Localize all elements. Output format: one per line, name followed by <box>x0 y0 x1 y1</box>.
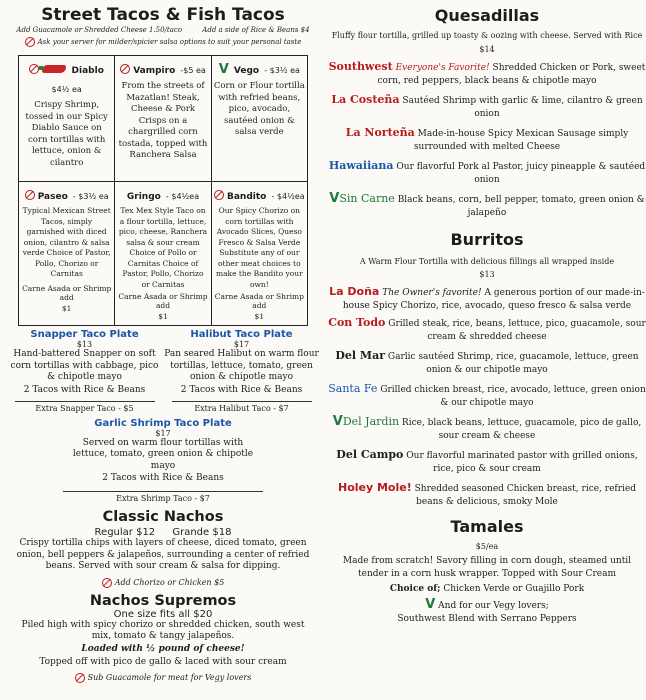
extra-taco: Extra Halibut Taco - $7 <box>194 403 289 413</box>
item-desc: Garlic sautéed Shrimp, rice, guacamole, lettuce, green onion & our chipotle mayo <box>387 352 639 375</box>
taco-cell-diablo <box>19 56 115 182</box>
taco-cell-vampiro <box>115 56 211 182</box>
vegetarian-icon: V <box>332 414 343 429</box>
section-price: $5/ea <box>475 542 499 551</box>
taco-price: -$5 ea <box>180 66 206 75</box>
choice-label: Choice of; <box>389 584 441 594</box>
item-desc: Made-in-house Spicy Mexican Sausage simply surrounded with melted Cheese <box>413 129 629 152</box>
section-title: Nachos Supremos <box>89 592 237 609</box>
item-name: Del Jardin <box>342 415 400 428</box>
menu-item <box>328 93 646 121</box>
halibut-plate <box>163 329 320 397</box>
plate-price: $17 <box>233 340 250 349</box>
menu-item <box>328 382 646 410</box>
menu-item <box>328 349 646 377</box>
taco-add-price: $1 <box>158 312 168 321</box>
taco-add-note: Carne Asada or Shrimp add <box>118 292 208 310</box>
section-price: $13 <box>479 270 495 279</box>
plate-title: Snapper Taco Plate <box>30 329 139 340</box>
street-tacos-title: Street Tacos & Fish Tacos <box>41 5 285 25</box>
item-name: La Costeña <box>331 93 400 106</box>
vegetarian-icon: V <box>329 191 340 206</box>
item-desc: Shredded Chicken or Pork, sweet corn, red peppers, black beans & chipotle mayo <box>377 63 646 86</box>
tamales-desc: Made from scratch! Savory filling in corn dough, steamed until tender in a corn husk wrapper. Topped with Sour Cream <box>342 556 632 579</box>
shrimp-plate <box>0 418 326 504</box>
taco-name: Vampiro <box>133 66 176 76</box>
plate-price: $13 <box>76 340 93 349</box>
add-rice-beans-note: Add a side of Rice & Beans $4 <box>202 26 310 34</box>
taco-name: Gringo <box>126 192 161 202</box>
nachos-grande-price: Grande $18 <box>172 527 232 538</box>
supremos-loaded: Loaded with ½ pound of cheese! <box>81 643 245 654</box>
supremos-desc: Piled high with spicy chorizo or shredded chicken, south west mix, tomato & tangy jalapeños. <box>21 619 305 641</box>
vegetarian-icon: V <box>218 62 229 77</box>
taco-name: Vego <box>233 66 260 76</box>
plate-side: 2 Tacos with Rice & Beans <box>23 384 146 395</box>
taco-desc: Typical Mexican Street Tacos, simply garnished with diced onion, cilantro & salsa verde Choice of Pastor, Pollo, Chorizo or Carnitas <box>22 206 111 278</box>
snapper-plate <box>6 329 163 397</box>
nachos-supremos <box>0 593 326 683</box>
taco-desc: Crispy Shrimp, tossed in our Spicy Diablo Sauce on corn tortillas with lettuce, onion & cilantro <box>25 100 108 168</box>
plate-side: 2 Tacos with Rice & Beans <box>102 473 224 483</box>
taco-desc: From the streets of Mazatlan! Steak, Cheese & Pork Crisps on a chargrilled corn tostada, topped with Ranchera Salsa <box>118 81 208 160</box>
no-sign-icon <box>75 673 85 683</box>
no-sign-icon <box>102 578 112 588</box>
item-name: Del Mar <box>335 349 386 362</box>
nachos-regular-price: Regular $12 <box>94 527 156 538</box>
item-desc: Sautéed Shrimp with garlic & lime, cilantro & green onion <box>402 96 643 119</box>
section-title: Classic Nachos <box>102 509 224 525</box>
taco-name: Diablo <box>71 66 104 76</box>
no-sign-icon <box>25 37 35 47</box>
taco-cell-vego <box>211 56 307 182</box>
menu-item <box>328 448 646 476</box>
right-column <box>328 0 646 626</box>
burritos-section <box>328 230 646 509</box>
item-name: Holey Mole! <box>337 481 412 494</box>
item-name: Santa Fe <box>328 382 378 395</box>
item-desc: Grilled chicken breast, rice, avocado, lettuce, green onion & our chipotle mayo <box>380 385 646 408</box>
taco-cell-paseo <box>19 182 115 326</box>
quesadillas-section <box>328 0 646 220</box>
taco-name: Paseo <box>37 192 68 202</box>
menu-item <box>328 192 646 220</box>
item-name: Del Campo <box>336 448 404 461</box>
section-title: Tamales <box>450 517 524 536</box>
supremos-price: One size fits all $20 <box>113 608 213 620</box>
taco-add-price: $1 <box>61 303 72 313</box>
plate-desc: Served on warm flour tortillas with lettuce, tomato, green onion & chipotle mayo <box>72 437 254 471</box>
item-desc: Our flavorful marinated pastor with grilled onions, rice, pico & sour cream <box>406 451 638 474</box>
menu-item <box>328 126 646 154</box>
plate-price: $17 <box>155 428 171 438</box>
classic-nachos <box>0 509 326 588</box>
no-sign-icon <box>214 190 224 200</box>
section-price: $14 <box>479 45 495 54</box>
street-taco-grid <box>18 55 308 326</box>
menu-item <box>328 481 646 509</box>
taco-add-note: Carne Asada or Shrimp add <box>214 292 304 310</box>
supremos-topped: Topped off with pico de gallo & laced with sour cream <box>39 656 287 667</box>
choice-options: Chicken Verde or Guajillo Pork <box>443 584 585 594</box>
supremos-sub-note: Sub Guacamole for meat for Vegy lovers <box>87 672 252 682</box>
plate-desc: Hand-battered Snapper on soft corn tortillas with cabbage, pico & chipotle mayo <box>10 349 159 382</box>
taco-cell-gringo <box>115 182 211 326</box>
no-sign-icon <box>120 64 130 74</box>
taco-desc: Tex Mex Style Taco on a flour tortilla, lettuce, pico, cheese, Ranchera salsa & sour cream Choice of Pollo or Carnitas Choice of Pastor, Pollo, Chorizo or Carnitas <box>118 206 208 289</box>
vegy-label: And for our Vegy lovers; <box>438 601 549 611</box>
tamales-section <box>328 517 646 626</box>
extra-taco: Extra Snapper Taco - $5 <box>35 403 134 413</box>
taco-price: - $4½ea <box>271 192 305 201</box>
menu-item <box>328 285 646 313</box>
item-desc: Our flavorful Pork al Pastor, juicy pineapple & sautéed onion <box>396 162 646 185</box>
section-intro: A Warm Flour Tortilla with delicious fillings all wrapped inside <box>359 257 615 266</box>
plate-side: 2 Tacos with Rice & Beans <box>180 384 303 395</box>
plate-desc: Pan seared Halibut on warm flour tortillas, lettuce, tomato, green onion & chipotle mayo <box>164 349 319 382</box>
menu-item <box>328 159 646 187</box>
item-name: Sin Carne <box>339 192 395 205</box>
item-desc: A generous portion of our made-in-house Spicy Chorizo, rice, avocado, queso fresco & salsa verde <box>342 288 645 311</box>
item-desc: Grilled steak, rice, beans, lettuce, pico, guacamole, sour cream & shredded cheese <box>388 319 646 342</box>
item-desc: Shredded seasoned Chicken breast, rice, refried beans & delicious, smoky Mole <box>414 484 637 507</box>
left-column <box>0 0 326 683</box>
extra-taco: Extra Shrimp Taco - $7 <box>116 494 210 503</box>
taco-add-note: Carne Asada or Shrimp add <box>22 283 112 302</box>
nachos-desc: Crispy tortilla chips with layers of cheese, diced tomato, green onion, bell peppers & jalapeños, surrounding a center of refried beans. Served with sour cream & salsa for dipping. <box>16 538 310 571</box>
menu-item <box>328 60 646 88</box>
vegetarian-icon: V <box>425 597 436 612</box>
no-sign-icon <box>25 190 35 200</box>
add-guacamole-note: Add Guacamole or Shredded Cheese 1.50/taco <box>16 26 183 34</box>
taco-cell-bandito <box>211 182 307 326</box>
chili-pepper-icon <box>42 65 66 73</box>
nachos-add-on: Add Chorizo or Chicken $5 <box>114 577 225 587</box>
taco-price: $4½ ea <box>51 85 82 94</box>
item-name: Con Todo <box>328 316 386 329</box>
section-intro: Fluffy flour tortilla, grilled up toasty & oozing with cheese. Served with Rice <box>331 31 643 40</box>
taco-desc: Corn or Flour tortilla with refried beans, pico, avocado, sautéed onion & salsa verde <box>213 81 305 137</box>
taco-desc: Our Spicy Chorizo on corn tortillas with Avocado Slices, Queso Fresco & Salsa Verde Substitute any of our other meat choices to make the Bandito your own! <box>215 206 303 289</box>
plate-title: Garlic Shrimp Taco Plate <box>94 417 232 429</box>
item-name: La Norteña <box>345 126 415 139</box>
taco-price: - $3½ ea <box>72 192 109 201</box>
item-tag: Everyone's Favorite! <box>395 63 490 73</box>
taco-price: - $4½ea <box>165 192 200 201</box>
item-tag: The Owner's favorite! <box>382 288 482 298</box>
item-name: La Doña <box>329 285 380 298</box>
item-name: Hawaiiana <box>328 159 394 172</box>
salsa-note: Ask your server for milder/spicier salsa options to suit your personal taste <box>37 38 302 46</box>
item-name: Southwest <box>328 60 393 73</box>
taco-price: - $3½ ea <box>264 66 300 75</box>
plate-title: Halibut Taco Plate <box>190 329 293 340</box>
section-title: Burritos <box>450 230 524 249</box>
taco-name: Bandito <box>227 192 267 202</box>
menu-item <box>328 415 646 443</box>
taco-add-price: $1 <box>254 312 265 321</box>
item-desc: Rice, black beans, lettuce, guacamole, pico de gallo, sour cream & cheese <box>401 418 642 441</box>
item-desc: Black beans, corn, bell pepper, tomato, green onion & jalapeño <box>397 195 645 218</box>
section-title: Quesadillas <box>434 6 540 25</box>
menu-item <box>328 316 646 344</box>
vegy-option: Southwest Blend with Serrano Peppers <box>397 614 577 624</box>
